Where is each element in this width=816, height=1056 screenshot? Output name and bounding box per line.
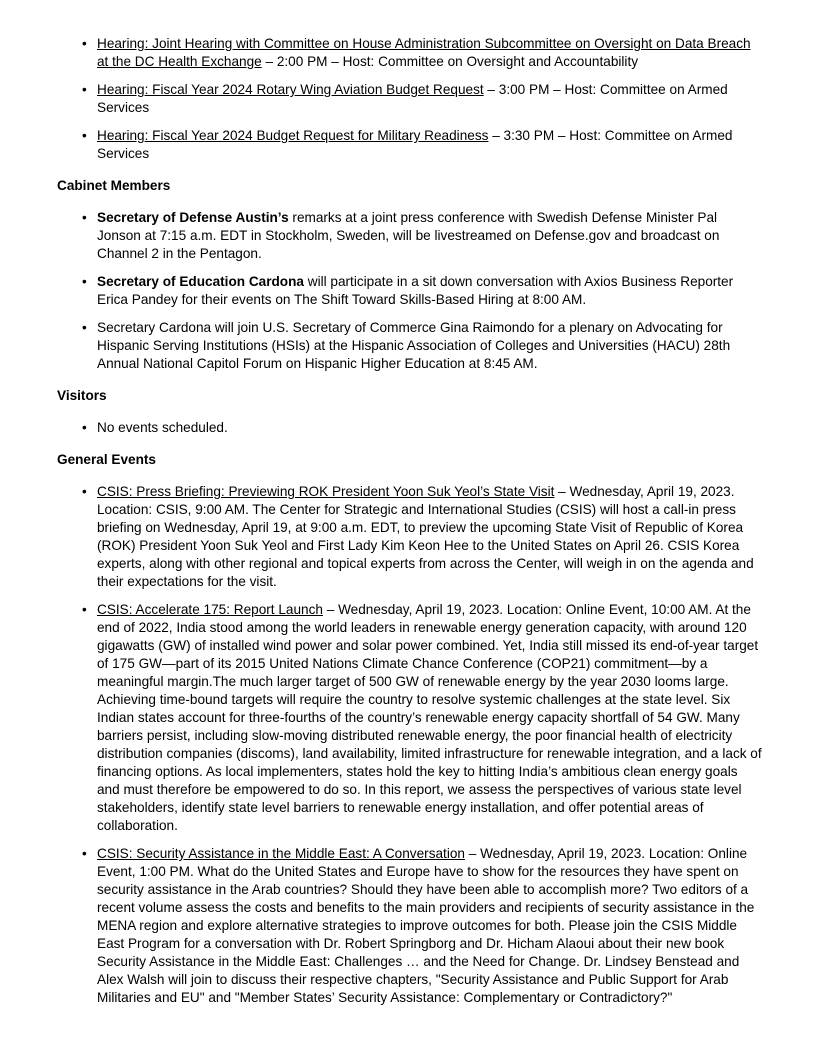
event-details: – Wednesday, April 19, 2023. Location: CSIS, 9:00 AM. The Center for Strategic and International Studies (CSIS) will host a call-in press briefing on Wednesday, April 19, at 9:00 a.m. EDT, to preview the upcoming State Visit of Republic of Korea (ROK) President Yoon Suk Yeol and First Lady Kim Keon Hee to the United States on April 26. CSIS Korea experts, along with other regional and topical experts from across the Center, will weigh in on the agenda and their expectations for the visit. — [97, 484, 754, 589]
event-link[interactable]: CSIS: Press Briefing: Previewing ROK President Yoon Suk Yeol’s State Visit — [97, 484, 555, 499]
list-item — [97, 35, 762, 71]
document-page — [57, 35, 762, 1017]
hearing-link[interactable]: Hearing: Joint Hearing with Committee on House Administration Subcommittee on Oversight on Data Breach at the DC Health Exchange — [97, 36, 751, 69]
hearing-details: – 3:00 PM – Host: Committee on Armed Services — [97, 82, 728, 115]
cabinet-item-text: remarks at a joint press conference with Swedish Defense Minister Pal Jonson at 7:15 a.m. EDT in Stockholm, Sweden, will be livestreamed on Defense.gov and broadcast on Channel 2 in the Pentagon. — [97, 210, 720, 261]
list-item — [97, 319, 762, 373]
list-item — [97, 419, 762, 437]
visitors-item-text: No events scheduled. — [97, 420, 228, 435]
hearing-link[interactable]: Hearing: Fiscal Year 2024 Rotary Wing Aviation Budget Request — [97, 82, 484, 97]
hearing-link[interactable]: Hearing: Fiscal Year 2024 Budget Request for Military Readiness — [97, 128, 489, 143]
list-item — [97, 601, 762, 835]
visitors-list — [57, 419, 762, 437]
list-item — [97, 845, 762, 1007]
visitors-heading: Visitors — [57, 388, 107, 403]
general-events-list — [57, 483, 762, 1007]
general-events-heading: General Events — [57, 452, 156, 467]
cabinet-item-text: Secretary Cardona will join U.S. Secretary of Commerce Gina Raimondo for a plenary on Advocating for Hispanic Serving Institutions (HSIs) at the Hispanic Association of Colleges and Universities (HACU) 28th Annual National Capitol Forum on Hispanic Higher Education at 8:45 AM. — [97, 320, 731, 371]
event-link[interactable]: CSIS: Accelerate 175: Report Launch — [97, 602, 323, 617]
list-item — [97, 483, 762, 591]
list-item — [97, 209, 762, 263]
list-item — [97, 81, 762, 117]
event-details: – Wednesday, April 19, 2023. Location: Online Event, 10:00 AM. At the end of 2022, India stood among the world leaders in renewable energy generation capacity, with around 120 gigawatts (GW) of installed wind power and solar power combined. Yet, India still missed its end-of-year target of 175 GW—part of its 2015 United Nations Climate Chance Conference (COP21) commitment—by a meaningful margin.The much larger target of 500 GW of renewable energy by the year 2030 looms large. Achieving time-bound targets will require the country to resolve systemic challenges at the state level. Six Indian states account for three-fourths of the country’s renewable energy capacity shortfall of 54 GW. Many barriers persist, including slow-moving distributed renewable energy, the poor financial health of electricity distribution companies (discoms), land availability, limited infrastructure for renewable integration, and a lack of financing options. As local implementers, states hold the key to hitting India’s ambitious clean energy goals and must therefore be empowered to do so. In this report, we assess the perspectives of various state level stakeholders, identify state level barriers to renewable energy installation, and offer potential areas of collaboration. — [97, 602, 762, 833]
cabinet-member-name: Secretary of Defense Austin’s — [97, 210, 289, 225]
event-link[interactable]: CSIS: Security Assistance in the Middle East: A Conversation — [97, 846, 465, 861]
cabinet-members-heading: Cabinet Members — [57, 178, 171, 193]
hearing-details: – 2:00 PM – Host: Committee on Oversight and Accountability — [261, 54, 639, 69]
cabinet-item-text: will participate in a sit down conversation with Axios Business Reporter Erica Pandey for their events on The Shift Toward Skills-Based Hiring at 8:00 AM. — [97, 274, 734, 307]
event-details: – Wednesday, April 19, 2023. Location: Online Event, 1:00 PM. What do the United States and Europe have to show for the resources they have spent on security assistance in the Arab countries? Should they have been able to accomplish more? Two editors of a recent volume assess the costs and benefits to the main providers and recipients of security assistance in the MENA region and explore alternative strategies to improve outcomes for both. Please join the CSIS Middle East Program for a conversation with Dr. Robert Springborg and Dr. Hicham Alaoui about their new book Security Assistance in the Middle East: Challenges … and the Need for Change. Dr. Lindsey Benstead and Alex Walsh will join to discuss their respective chapters, "Security Assistance and Public Support for Arab Militaries and EU" and "Member States’ Security Assistance: Complementary or Contradictory?" — [97, 846, 755, 1005]
list-item — [97, 273, 762, 309]
hearing-details: – 3:30 PM – Host: Committee on Armed Services — [97, 128, 733, 161]
cabinet-members-list — [57, 209, 762, 373]
list-item — [97, 127, 762, 163]
hearings-list — [57, 35, 762, 163]
cabinet-member-name: Secretary of Education Cardona — [97, 274, 304, 289]
